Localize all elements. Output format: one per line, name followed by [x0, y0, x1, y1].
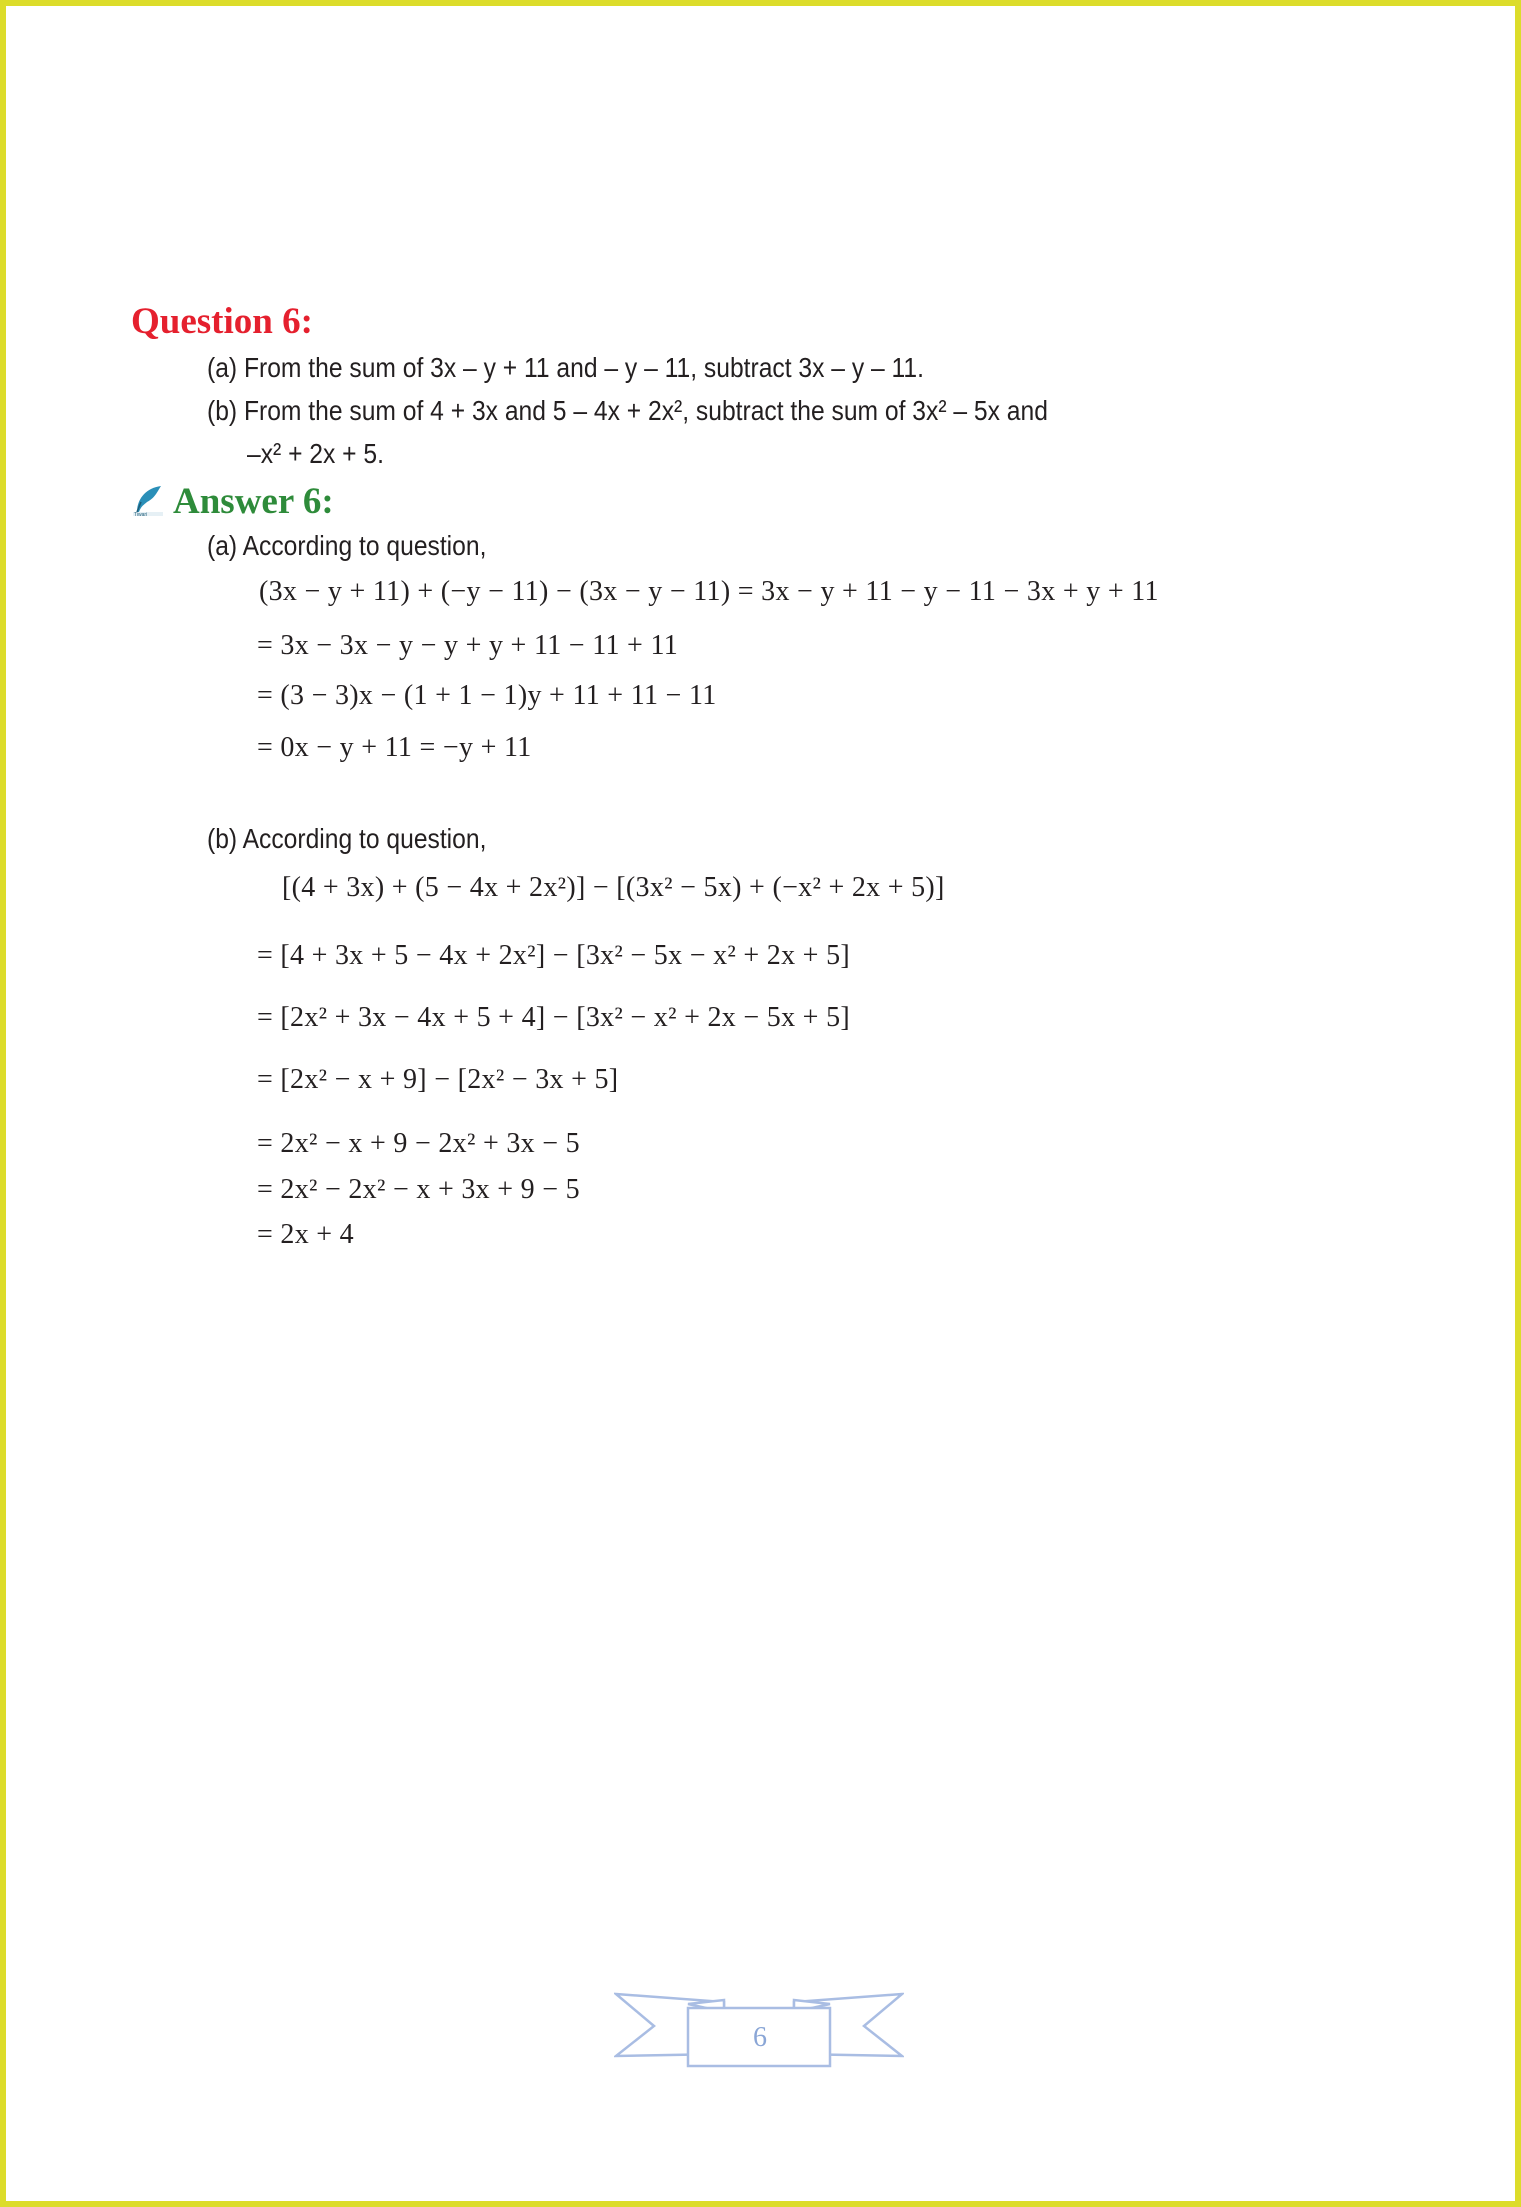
- question-part-b-line1: (b) From the sum of 4 + 3x and 5 – 4x + 2x², subtract the sum of 3x² – 5x and: [207, 395, 1048, 426]
- answer-b-step-3: = [2x² + 3x − 4x + 5 + 4] − [3x² − x² + 2x − 5x + 5]: [257, 1002, 850, 1033]
- answer-part-a-intro: (a) According to question,: [207, 530, 487, 561]
- answer-b-step-4: = [2x² − x + 9] − [2x² − 3x + 5]: [257, 1064, 619, 1095]
- answer-a-step-1: (3x − y + 11) + (−y − 11) − (3x − y − 11) = 3x − y + 11 − y − 11 − 3x + y + 11: [259, 576, 1159, 607]
- answer-b-step-7: = 2x + 4: [257, 1219, 354, 1250]
- question-part-a: (a) From the sum of 3x – y + 11 and – y – 11, subtract 3x – y – 11.: [207, 352, 924, 383]
- page-number: 6: [753, 2022, 767, 2053]
- answer-part-b-intro: (b) According to question,: [207, 823, 487, 854]
- answer-a-step-3: = (3 − 3)x − (1 + 1 − 1)y + 11 + 11 − 11: [257, 680, 717, 711]
- answer-title: Answer 6:: [173, 481, 334, 522]
- quill-logo-icon: [131, 482, 167, 518]
- answer-a-step-2: = 3x − 3x − y − y + y + 11 − 11 + 11: [257, 630, 679, 661]
- answer-a-step-4: = 0x − y + 11 = −y + 11: [257, 732, 532, 763]
- answer-b-step-2: = [4 + 3x + 5 − 4x + 2x²] − [3x² − 5x − x² + 2x + 5]: [257, 940, 850, 971]
- answer-b-step-5: = 2x² − x + 9 − 2x² + 3x − 5: [257, 1128, 580, 1159]
- answer-b-step-6: = 2x² − 2x² − x + 3x + 9 − 5: [257, 1174, 580, 1205]
- answer-b-step-1: [(4 + 3x) + (5 − 4x + 2x²)] − [(3x² − 5x) + (−x² + 2x + 5)]: [282, 872, 945, 903]
- svg-text:Tiwari: Tiwari: [134, 512, 148, 518]
- question-title: Question 6:: [131, 301, 313, 342]
- question-part-b-line2: –x² + 2x + 5.: [247, 438, 384, 469]
